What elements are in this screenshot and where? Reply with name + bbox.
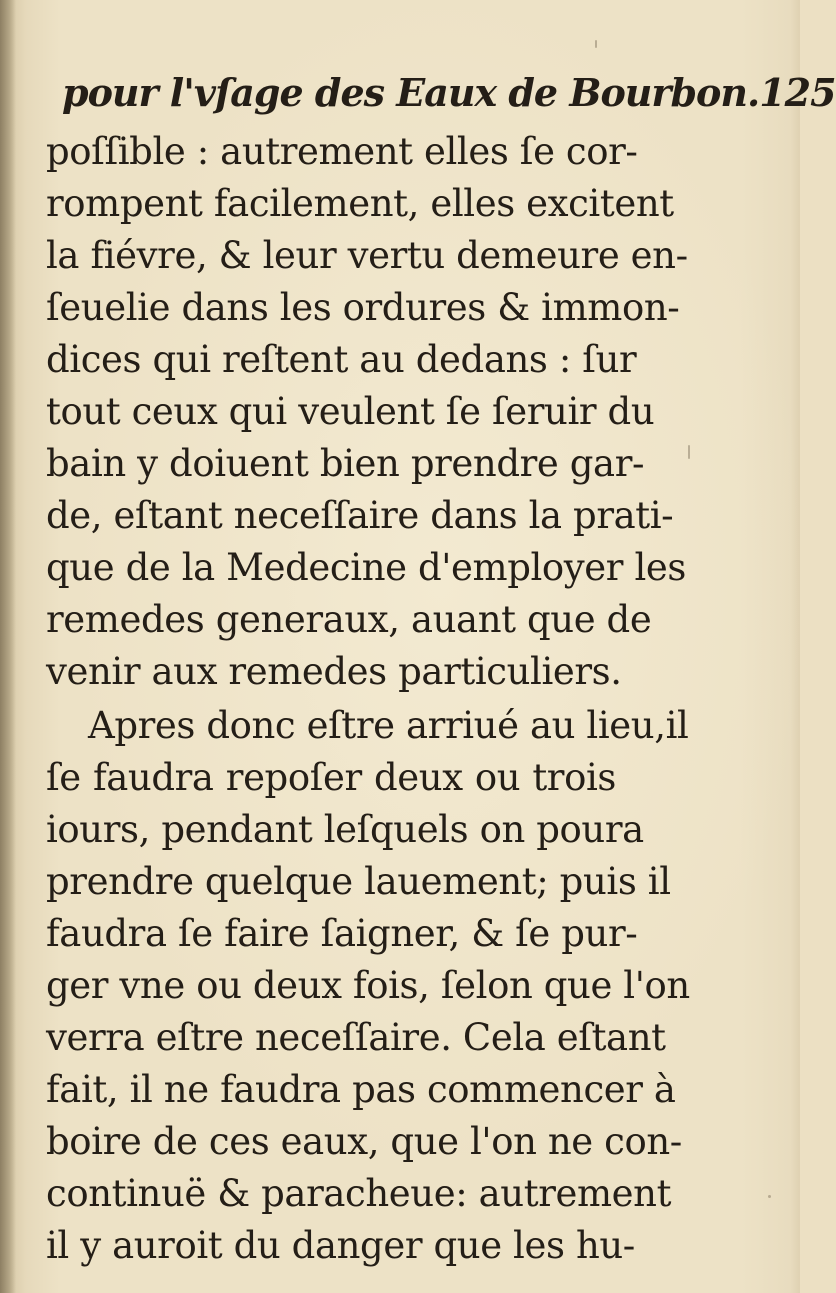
text-line: faudra ſe faire ſaigner, & ſe pur- bbox=[46, 912, 638, 955]
text-line: ſeuelie dans les ordures & immon- bbox=[46, 286, 680, 329]
text-line: ger vne ou deux fois, ſelon que l'on bbox=[46, 964, 690, 1007]
paragraph-first-line: Apres donc eſtre arriué au lieu,il bbox=[88, 704, 689, 747]
text-line: boire de ces eaux, que l'on ne con- bbox=[46, 1120, 682, 1163]
text-line: il y auroit du danger que les hu- bbox=[46, 1224, 635, 1267]
paper-speck bbox=[768, 1195, 771, 1198]
text-line: venir aux remedes particuliers. bbox=[46, 650, 622, 693]
text-line: rompent facilement, elles excitent bbox=[46, 182, 674, 225]
text-line: prendre quelque lauement; puis il bbox=[46, 860, 671, 903]
running-title: pour l'vſage des Eaux de Bourbon. bbox=[62, 70, 760, 115]
text-line: remedes generaux, auant que de bbox=[46, 598, 652, 641]
text-line: tout ceux qui veulent ſe ſeruir du bbox=[46, 390, 655, 433]
text-line: dices qui reſtent au dedans : ſur bbox=[46, 338, 637, 381]
paper-speck bbox=[688, 445, 690, 459]
text-line: que de la Medecine d'employer les bbox=[46, 546, 686, 589]
text-line: continuë & paracheue: autrement bbox=[46, 1172, 672, 1215]
text-line: la fiévre, & leur vertu demeure en- bbox=[46, 234, 688, 277]
running-header bbox=[62, 62, 836, 124]
text-line: iours, pendant leſquels on poura bbox=[46, 808, 644, 851]
text-line: ſe faudra repoſer deux ou trois bbox=[46, 756, 616, 799]
text-line: bain y doiuent bien prendre gar- bbox=[46, 442, 645, 485]
binding-gutter bbox=[0, 0, 16, 1293]
text-line: verra eſtre neceſſaire. Cela eſtant bbox=[46, 1016, 666, 1059]
text-line: fait, il ne faudra pas commencer à bbox=[46, 1068, 676, 1111]
paper-speck bbox=[595, 40, 597, 48]
paper-speck bbox=[623, 400, 626, 403]
text-line: de, eſtant neceſſaire dans la prati- bbox=[46, 494, 674, 537]
text-line: poſſible : autrement elles ſe cor- bbox=[46, 130, 638, 173]
page-number: 125 bbox=[759, 70, 836, 115]
